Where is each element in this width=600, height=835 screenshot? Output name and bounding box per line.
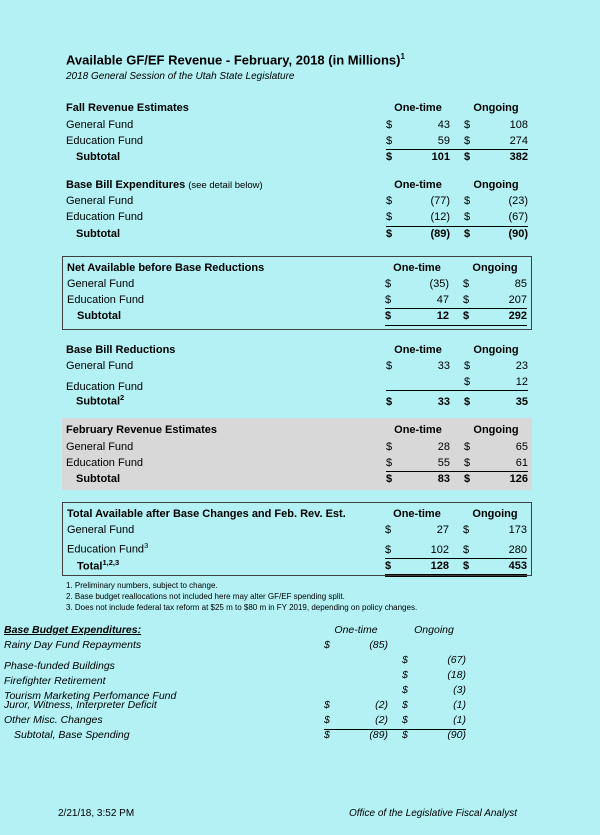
row-values xyxy=(386,358,528,374)
currency-symbol: $ xyxy=(386,456,393,469)
one-time-cell xyxy=(324,728,388,744)
row-values xyxy=(386,394,528,410)
ongoing-cell xyxy=(464,209,528,225)
row-label xyxy=(67,555,385,575)
footer-timestamp: 2/21/18, 3:52 PM xyxy=(58,808,135,819)
one-time-cell xyxy=(385,292,449,308)
row-values xyxy=(386,117,528,133)
currency-symbol: $ xyxy=(386,150,393,163)
currency-symbol: $ xyxy=(385,278,392,291)
one-time-value: 55 xyxy=(437,456,450,469)
section-net-available-before-base-reductions xyxy=(62,256,532,330)
section-title-text: Base Bill Expenditures xyxy=(66,179,186,192)
one-time-value: (35) xyxy=(429,278,449,291)
column-header-ongoing: Ongoing xyxy=(472,508,518,521)
footnote: 2. Base budget reallocations not included here may alter GF/EF spending split. xyxy=(66,591,345,601)
section-title xyxy=(67,506,385,522)
ongoing-cell xyxy=(463,292,527,308)
one-time-cell xyxy=(385,558,449,574)
row-label: Education Fund xyxy=(66,456,144,469)
footnote: 3. Does not include federal tax reform at $25 m to $80 m in FY 2019, depending on policy changes. xyxy=(66,602,418,612)
section-february-revenue-estimates xyxy=(62,418,532,490)
footer-office: Office of the Legislative Fiscal Analyst xyxy=(348,808,517,819)
one-time-value: 33 xyxy=(437,395,450,408)
currency-symbol: $ xyxy=(386,211,393,224)
section-header-row xyxy=(66,342,528,358)
ongoing-cell xyxy=(463,542,527,558)
ongoing-cell xyxy=(402,728,466,744)
table-row xyxy=(4,638,466,653)
row-label: Education Fund xyxy=(67,294,145,307)
ongoing-cell xyxy=(402,698,466,714)
ongoing-cell xyxy=(402,713,466,729)
ongoing-value: 35 xyxy=(515,395,528,408)
row-values xyxy=(386,439,528,455)
ongoing-value: (3) xyxy=(453,683,466,696)
column-headers xyxy=(386,342,528,358)
row-values xyxy=(385,308,527,325)
currency-symbol: $ xyxy=(386,118,393,131)
ongoing-cell xyxy=(402,638,466,654)
row-label: Education Fund xyxy=(66,381,144,394)
subtotal-row xyxy=(66,390,528,406)
ongoing-value: 65 xyxy=(515,440,528,453)
report-body xyxy=(62,100,532,576)
row-label: Subtotal xyxy=(76,227,120,240)
table-row xyxy=(66,358,528,374)
column-header-one-time: One-time xyxy=(393,508,441,521)
ongoing-value: (18) xyxy=(447,668,466,681)
one-time-cell xyxy=(386,193,450,209)
row-label: Subtotal, Base Spending xyxy=(14,728,130,741)
row-values xyxy=(386,149,528,165)
section-header-row xyxy=(66,177,528,193)
column-header-one-time: One-time xyxy=(393,261,441,274)
row-values xyxy=(324,638,466,654)
detail-table xyxy=(0,623,470,743)
currency-symbol: $ xyxy=(385,524,392,537)
table-row xyxy=(66,193,528,209)
row-label-text: Education Fund xyxy=(67,544,145,557)
currency-symbol: $ xyxy=(385,294,392,307)
ongoing-cell xyxy=(402,668,466,684)
one-time-cell xyxy=(385,542,449,558)
one-time-cell xyxy=(386,439,450,455)
ongoing-cell xyxy=(464,133,528,149)
currency-symbol: $ xyxy=(402,713,408,726)
ongoing-value: (1) xyxy=(453,698,466,711)
currency-symbol: $ xyxy=(464,150,471,163)
table-row xyxy=(4,653,466,673)
section-title xyxy=(67,260,385,276)
ongoing-cell xyxy=(463,276,527,292)
column-header-ongoing: Ongoing xyxy=(473,179,519,192)
one-time-cell xyxy=(386,133,450,149)
one-time-cell xyxy=(386,209,450,225)
currency-symbol: $ xyxy=(386,440,393,453)
currency-symbol: $ xyxy=(464,195,471,208)
column-header-ongoing: Ongoing xyxy=(473,102,519,115)
row-values xyxy=(385,276,527,292)
ongoing-value: 280 xyxy=(508,544,527,557)
row-label: General Fund xyxy=(67,278,135,291)
ongoing-cell xyxy=(463,522,527,538)
subtotal-row xyxy=(67,308,527,324)
one-time-value: (89) xyxy=(430,227,450,240)
row-label: Subtotal xyxy=(77,310,121,323)
page-footer xyxy=(0,808,600,820)
currency-symbol: $ xyxy=(464,359,471,372)
document-page xyxy=(0,48,600,835)
currency-symbol: $ xyxy=(464,375,471,388)
row-values xyxy=(386,133,528,150)
page-title xyxy=(66,48,600,69)
currency-symbol: $ xyxy=(324,713,330,726)
ongoing-value: 382 xyxy=(509,150,528,163)
ongoing-value: 12 xyxy=(515,375,528,388)
row-label: Rainy Day Fund Repayments xyxy=(4,638,142,651)
row-label: Phase-funded Buildings xyxy=(4,660,115,673)
ongoing-value: (67) xyxy=(447,653,466,666)
row-label: General Fund xyxy=(66,440,134,453)
currency-symbol: $ xyxy=(324,638,330,651)
table-row xyxy=(67,276,527,292)
ongoing-value: 61 xyxy=(515,456,528,469)
row-label-text: Subtotal xyxy=(76,395,120,408)
currency-symbol: $ xyxy=(464,134,471,147)
one-time-cell xyxy=(386,117,450,133)
ongoing-cell xyxy=(464,374,528,390)
row-values xyxy=(385,292,527,309)
one-time-cell xyxy=(324,683,388,699)
section-base-bill-reductions xyxy=(62,342,532,407)
currency-symbol: $ xyxy=(324,698,330,711)
ongoing-cell xyxy=(464,394,528,410)
row-label-text: Total xyxy=(77,560,103,573)
one-time-value: (2) xyxy=(375,713,388,726)
section-header-row xyxy=(66,100,528,116)
row-label: Juror, Witness, Interpreter Deficit xyxy=(4,698,157,711)
row-label: Education Fund xyxy=(66,134,144,147)
currency-symbol: $ xyxy=(386,227,393,240)
ongoing-value: (90) xyxy=(447,728,466,741)
row-values xyxy=(386,193,528,209)
table-row xyxy=(66,117,528,133)
footnote: 1. Preliminary numbers, subject to change. xyxy=(66,580,218,590)
currency-symbol: $ xyxy=(464,211,471,224)
one-time-value: (89) xyxy=(369,728,388,741)
row-label: Subtotal xyxy=(76,150,120,163)
ongoing-value: (90) xyxy=(508,227,528,240)
section-title-text: Total Available after Base Changes and Feb. Rev. Est. xyxy=(67,508,346,521)
ongoing-cell xyxy=(464,358,528,374)
ongoing-value: 126 xyxy=(509,472,528,485)
currency-symbol: $ xyxy=(385,560,392,573)
one-time-cell xyxy=(386,149,450,165)
column-header-one-time: One-time xyxy=(394,343,442,356)
table-row xyxy=(67,538,527,557)
one-time-value: 12 xyxy=(436,310,449,323)
currency-symbol: $ xyxy=(463,310,470,323)
section-title xyxy=(66,342,386,358)
detail-title xyxy=(4,623,324,638)
ongoing-value: (67) xyxy=(508,211,528,224)
title-footnote-marker: 1 xyxy=(400,52,405,61)
ongoing-value: 292 xyxy=(508,310,527,323)
ongoing-cell xyxy=(463,558,527,574)
row-values xyxy=(324,683,466,699)
subtotal-row xyxy=(66,471,528,487)
currency-symbol: $ xyxy=(402,653,408,666)
one-time-cell xyxy=(385,276,449,292)
ongoing-cell xyxy=(464,439,528,455)
subtotal-row xyxy=(4,728,466,743)
ongoing-cell xyxy=(464,193,528,209)
one-time-value: 47 xyxy=(436,294,449,307)
row-label: General Fund xyxy=(67,524,135,537)
table-row xyxy=(67,522,527,538)
currency-symbol: $ xyxy=(464,227,471,240)
one-time-cell xyxy=(386,374,450,390)
currency-symbol: $ xyxy=(464,456,471,469)
currency-symbol: $ xyxy=(386,472,393,485)
section-title-text: Net Available before Base Reductions xyxy=(67,261,265,274)
one-time-cell xyxy=(386,455,450,471)
row-values xyxy=(324,698,466,714)
row-values xyxy=(324,728,466,744)
one-time-value: 43 xyxy=(437,118,450,131)
footnotes xyxy=(66,580,600,613)
ongoing-cell xyxy=(464,226,528,242)
footnote-marker: 1,2,3 xyxy=(102,557,120,567)
table-row xyxy=(66,209,528,225)
column-headers xyxy=(385,506,527,522)
section-base-bill-expenditures xyxy=(62,177,532,242)
currency-symbol: $ xyxy=(386,195,393,208)
currency-symbol: $ xyxy=(463,294,470,307)
one-time-cell xyxy=(324,713,388,729)
one-time-cell xyxy=(386,226,450,242)
one-time-value: 59 xyxy=(437,134,450,147)
column-header-one-time: One-time xyxy=(394,102,442,115)
table-row xyxy=(4,713,466,728)
row-values xyxy=(385,522,527,538)
column-header-ongoing: Ongoing xyxy=(472,261,518,274)
column-header-one-time: One-time xyxy=(394,424,442,437)
section-title-text: Fall Revenue Estimates xyxy=(66,102,189,115)
column-headers xyxy=(386,177,528,193)
row-label: Other Misc. Changes xyxy=(4,713,103,726)
one-time-value: 128 xyxy=(430,560,449,573)
ongoing-cell xyxy=(402,683,466,699)
row-label: General Fund xyxy=(66,118,134,131)
table-row xyxy=(66,374,528,394)
one-time-value: 83 xyxy=(437,472,450,485)
ongoing-value: 274 xyxy=(509,134,528,147)
page-title-text: Available GF/EF Revenue - February, 2018 (in Millions) xyxy=(66,52,401,68)
column-header-ongoing: Ongoing xyxy=(473,424,519,437)
one-time-value: 27 xyxy=(436,524,449,537)
section-base-budget-expenditures-detail xyxy=(0,623,470,743)
row-label: General Fund xyxy=(66,359,134,372)
section-header-row xyxy=(66,422,528,438)
row-values xyxy=(386,226,528,242)
ongoing-cell xyxy=(464,117,528,133)
currency-symbol: $ xyxy=(402,668,408,681)
row-values xyxy=(386,374,528,391)
subtotal-row xyxy=(66,226,528,242)
one-time-cell xyxy=(385,522,449,538)
ongoing-value: (23) xyxy=(508,195,528,208)
column-header-ongoing: Ongoing xyxy=(414,623,454,636)
one-time-value: (77) xyxy=(430,195,450,208)
column-headers xyxy=(385,260,527,276)
currency-symbol: $ xyxy=(385,544,392,557)
ongoing-cell xyxy=(464,455,528,471)
currency-symbol: $ xyxy=(463,278,470,291)
currency-symbol: $ xyxy=(324,728,330,741)
table-row xyxy=(66,439,528,455)
one-time-value: 102 xyxy=(430,544,449,557)
section-header-row xyxy=(67,506,527,522)
currency-symbol: $ xyxy=(402,683,408,696)
row-label: Firefighter Retirement xyxy=(4,675,106,688)
section-title xyxy=(66,177,386,194)
row-label xyxy=(66,390,386,410)
currency-symbol: $ xyxy=(463,560,470,573)
detail-title-text: Base Budget Expenditures: xyxy=(4,623,142,636)
footnote-marker: 2 xyxy=(120,393,125,403)
row-values xyxy=(324,668,466,684)
row-values xyxy=(385,542,527,559)
one-time-value: 33 xyxy=(437,359,450,372)
one-time-value: (2) xyxy=(375,698,388,711)
row-label: General Fund xyxy=(66,195,134,208)
one-time-value: (12) xyxy=(430,211,450,224)
one-time-value: 101 xyxy=(431,150,450,163)
section-title xyxy=(66,422,386,438)
ongoing-value: 23 xyxy=(515,359,528,372)
column-headers xyxy=(386,100,528,116)
table-row xyxy=(66,455,528,471)
row-values xyxy=(386,209,528,226)
currency-symbol: $ xyxy=(464,118,471,131)
detail-header-row xyxy=(4,623,466,638)
one-time-value: (85) xyxy=(369,638,388,651)
ongoing-cell xyxy=(464,471,528,487)
currency-symbol: $ xyxy=(385,310,392,323)
currency-symbol: $ xyxy=(402,698,408,711)
column-header-one-time: One-time xyxy=(394,179,442,192)
row-values xyxy=(386,471,528,487)
one-time-cell xyxy=(386,394,450,410)
currency-symbol: $ xyxy=(386,134,393,147)
row-values xyxy=(386,455,528,472)
one-time-cell xyxy=(324,653,388,669)
ongoing-value: 173 xyxy=(508,524,527,537)
currency-symbol: $ xyxy=(386,359,393,372)
table-row xyxy=(66,133,528,149)
currency-symbol: $ xyxy=(463,544,470,557)
one-time-cell xyxy=(386,471,450,487)
one-time-cell xyxy=(324,698,388,714)
column-header-ongoing: Ongoing xyxy=(473,343,519,356)
section-header-row xyxy=(67,260,527,276)
currency-symbol: $ xyxy=(464,472,471,485)
row-label: Subtotal xyxy=(76,472,120,485)
table-row xyxy=(4,698,466,713)
section-title-text: February Revenue Estimates xyxy=(66,424,218,437)
ongoing-value: 85 xyxy=(514,278,527,291)
section-title-text: Base Bill Reductions xyxy=(66,343,176,356)
column-header-one-time: One-time xyxy=(334,623,378,636)
ongoing-value: 207 xyxy=(508,294,527,307)
ongoing-value: (1) xyxy=(453,713,466,726)
one-time-cell xyxy=(324,638,388,654)
row-label: Education Fund xyxy=(66,211,144,224)
column-headers xyxy=(324,623,466,639)
row-values xyxy=(385,558,527,577)
subtotal-row xyxy=(66,149,528,165)
ongoing-value: 108 xyxy=(509,118,528,131)
one-time-value: 28 xyxy=(437,440,450,453)
ongoing-cell xyxy=(402,653,466,669)
currency-symbol: $ xyxy=(402,728,408,741)
section-total-available-after-base-changes xyxy=(62,502,532,576)
currency-symbol: $ xyxy=(463,524,470,537)
ongoing-value: 453 xyxy=(508,560,527,573)
currency-symbol: $ xyxy=(464,395,471,408)
section-title xyxy=(66,100,386,116)
currency-symbol: $ xyxy=(464,440,471,453)
table-row xyxy=(67,292,527,308)
page-subtitle: 2018 General Session of the Utah State Legislature xyxy=(66,71,295,83)
one-time-cell xyxy=(385,308,449,324)
section-note: (see detail below) xyxy=(188,180,263,192)
ongoing-cell xyxy=(463,308,527,324)
row-values xyxy=(324,653,466,669)
currency-symbol: $ xyxy=(386,395,393,408)
one-time-cell xyxy=(386,358,450,374)
ongoing-cell xyxy=(464,149,528,165)
footnote-marker: 3 xyxy=(144,541,149,551)
column-headers xyxy=(386,422,528,438)
section-fall-revenue-estimates xyxy=(62,100,532,165)
one-time-cell xyxy=(324,668,388,684)
row-label: Tourism Marketing Perfomance Fund xyxy=(4,690,177,703)
